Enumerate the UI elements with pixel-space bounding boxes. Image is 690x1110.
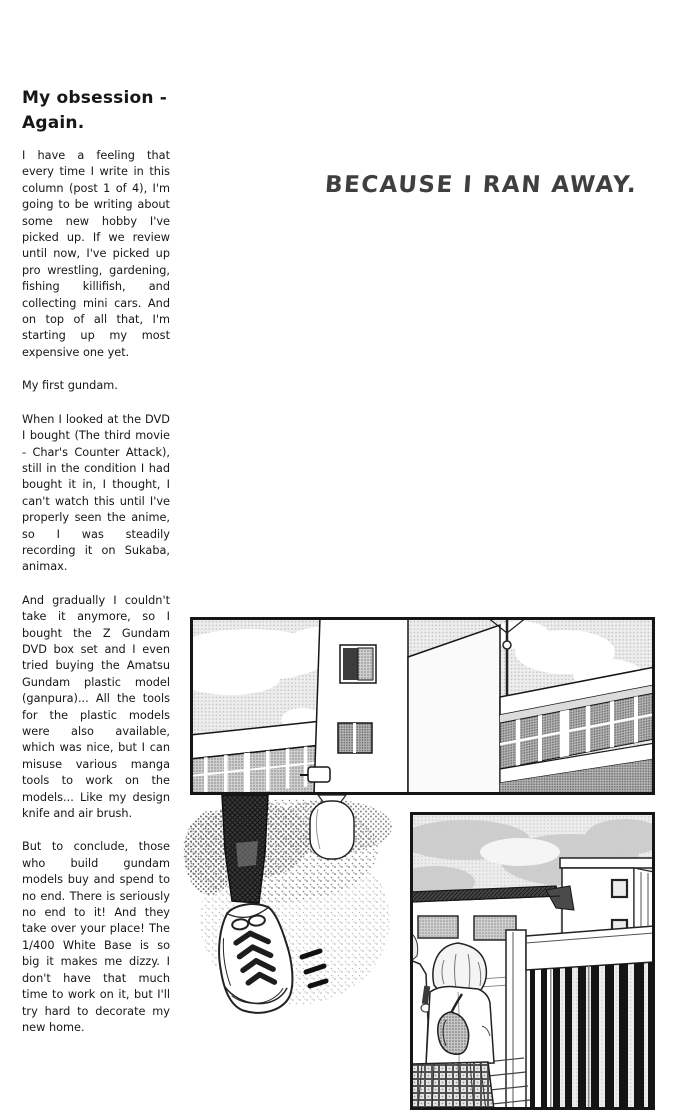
author-column [22,86,170,1053]
tower-window-dark [338,723,372,753]
school-gate-panel [410,812,655,1110]
running-leg-art [180,795,400,1045]
building-window [612,880,627,897]
school-building-panel [190,617,655,795]
school-building-art [190,617,655,795]
running-leg-vignette [180,795,400,1045]
tower-window-open [340,645,376,683]
column-paragraph-3: When I looked at the DVD I bought (The third movie - Char's Counter Attack), still in the condition I had bought it in, I thought, I can't watch this until I've properly seen the anime, so I was steadily recording it on Sukaba, animax. [22,412,170,574]
column-paragraph-5: But to conclude, those who build gundam models buy and spend to no end. There is seriously no end to it! And they take over your place! The 1/400 White Base is so big it makes me dizzy. I don't have that much time to work on it, but I'll try hard to decorate my new home. [22,840,170,1034]
column-title: My obsession - Again. [22,88,168,133]
school-gate-art [410,812,655,1110]
panel-caption: BECAUSE I RAN AWAY. [324,172,639,198]
column-paragraph-4: And gradually I couldn't take it anymore, so I bought the Z Gundam DVD box set and I even tried buying the Amatsu Gundam plastic model (ganpura)... All the tools for the plastic models were also available, which was nice, but I can misuse various manga tools to work on the models... Like my design knife and air brush. [22,593,170,821]
column-paragraph-2: My first gundam. [22,379,118,393]
gate-post [506,930,526,1110]
column-paragraph-1: I have a feeling that every time I write in this column (post 1 of 4), I'm going to be writing about some new hobby I've picked up. If we review until now, I've picked up pro wrestling, gardening, fishing killifish, and collecting mini cars. And on top of all that, I'm starting up my most expensive one yet. [22,149,170,359]
house-window [418,916,458,938]
